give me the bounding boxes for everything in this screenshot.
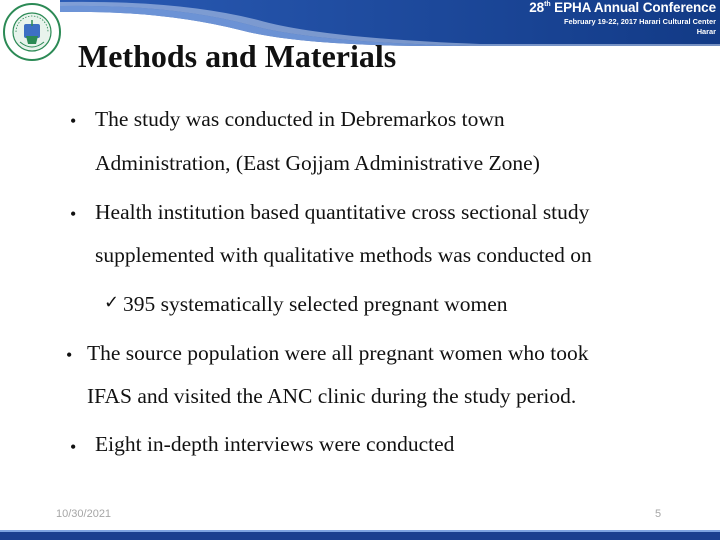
bullet-marker: • xyxy=(70,204,77,224)
slide-title: Methods and Materials xyxy=(78,38,397,74)
bullet-2-line-2: supplemented with qualitative methods was conducted on xyxy=(95,243,592,267)
bullet-3-line-1: The source population were all pregnant women who took xyxy=(87,341,589,365)
footer-date: 10/30/2021 xyxy=(56,508,112,520)
bullet-marker: • xyxy=(70,111,77,131)
bullet-2-line-1: Health institution based quantitative cross sectional study xyxy=(95,200,590,224)
check-icon: ✓ xyxy=(104,292,120,313)
bullet-1-line-2: Administration, (East Gojjam Administrative Zone) xyxy=(95,151,540,175)
bullet-1-line-1: The study was conducted in Debremarkos town xyxy=(95,107,505,131)
bullet-marker: • xyxy=(70,437,77,457)
bullet-4-line-1: Eight in-depth interviews were conducted xyxy=(95,432,455,456)
epha-seal-icon xyxy=(2,2,62,62)
conference-dates-venue: February 19-22, 2017 Harari Cultural Center xyxy=(564,17,716,26)
conference-title: 28th EPHA Annual Conference xyxy=(529,0,716,15)
bullet-3-line-2: IFAS and visited the ANC clinic during the study period. xyxy=(87,384,577,408)
check-item-text: 395 systematically selected pregnant women xyxy=(123,292,508,316)
slide-number: 5 xyxy=(655,508,662,520)
bullet-marker: • xyxy=(66,345,73,365)
conference-city: Harar xyxy=(696,27,716,36)
footer-stripe xyxy=(0,526,720,540)
